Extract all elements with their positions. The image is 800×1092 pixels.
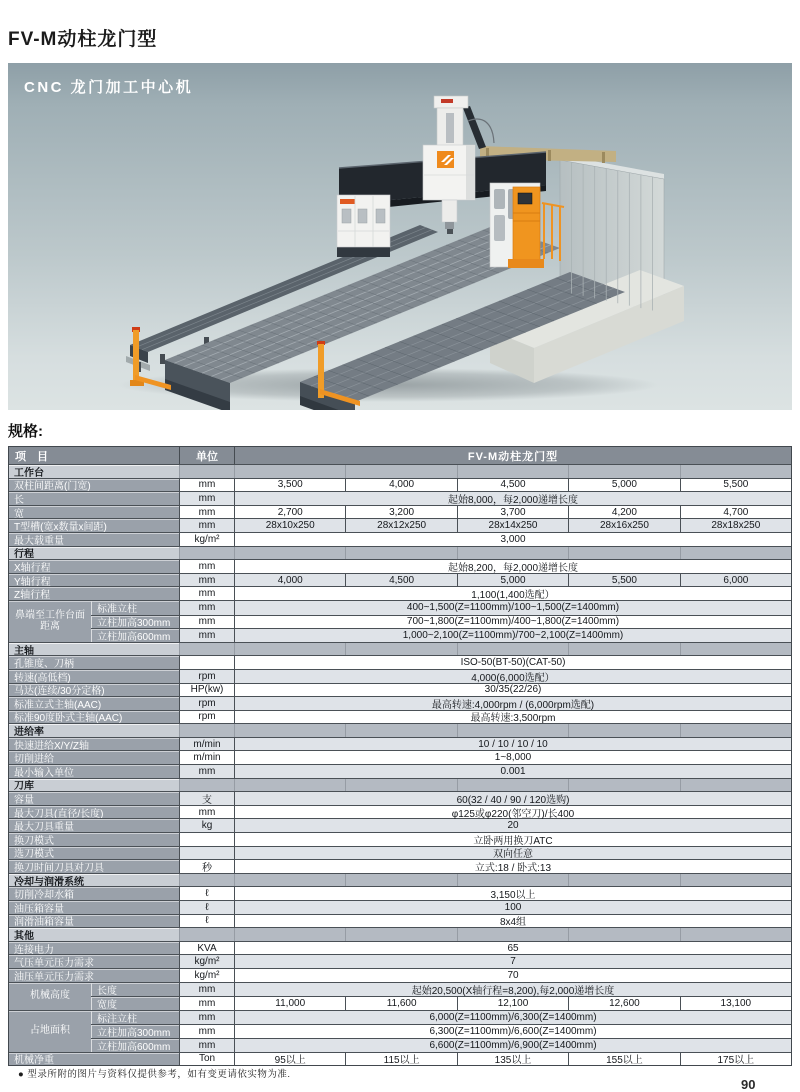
unit-cell: Ton [179, 1053, 235, 1066]
value-cell: 12,100 [457, 997, 568, 1010]
section-label: 其他 [9, 928, 179, 941]
table-row [9, 505, 791, 519]
value-cell: 95以上 [235, 1053, 345, 1066]
unit-cell: mm [179, 1039, 235, 1052]
item-label: 长度 [91, 983, 179, 997]
table-row [9, 683, 791, 697]
item-label: 孔锥度、刀柄 [9, 656, 179, 669]
value-cell: 3,150以上 [235, 887, 791, 900]
item-label: X轴行程 [9, 560, 179, 573]
value-cell: 5,000 [568, 479, 679, 492]
value-cell: 175以上 [680, 1053, 791, 1066]
spec-table [8, 446, 792, 1066]
value-cell: ISO-50(BT-50)(CAT-50) [235, 656, 791, 669]
value-cell: 10 / 10 / 10 / 10 [235, 738, 791, 751]
value-cell: 28x18x250 [680, 519, 791, 532]
value-cell: 7 [235, 955, 791, 968]
value-cell [457, 874, 568, 887]
unit-cell: rpm [179, 697, 235, 710]
table-row [91, 983, 791, 997]
value-cell: 4,000 [345, 479, 456, 492]
table-row-group [9, 600, 791, 642]
value-cell: 1,100(1,400选配） [235, 587, 791, 600]
table-row [9, 764, 791, 778]
unit-cell: mm [179, 574, 235, 587]
unit-cell [179, 874, 235, 887]
value-cell: 最高转速:4,000rpm / (6,000rpm选配) [235, 697, 791, 710]
group-rows [91, 601, 791, 642]
value-cell: 6,300(Z=1100mm)/6,600(Z=1400mm) [235, 1025, 791, 1038]
item-label: 双柱间距离(门宽) [9, 479, 179, 492]
value-cell [345, 643, 456, 656]
value-cell [457, 465, 568, 478]
value-cell [457, 643, 568, 656]
table-row [9, 696, 791, 710]
value-cell: 起始8,200，每2,000递增长度 [235, 560, 791, 573]
table-body [9, 464, 791, 1065]
group-rows [91, 1011, 791, 1052]
value-cell: 6,000 [680, 574, 791, 587]
unit-cell [179, 724, 235, 737]
unit-cell: mm [179, 806, 235, 819]
footnote: ● 型录所附的图片与资料仅提供参考，如有变更请依实物为准. [18, 1069, 291, 1080]
unit-cell: rpm [179, 711, 235, 724]
value-cell: 5,000 [457, 574, 568, 587]
item-label: 宽度 [91, 997, 179, 1010]
unit-cell: mm [179, 1025, 235, 1038]
item-label: 选刀模式 [9, 847, 179, 860]
item-label: 润滑油箱容量 [9, 915, 179, 928]
value-cell: 3,000 [235, 533, 791, 546]
value-cell: 11,000 [235, 997, 345, 1010]
value-cell: 1,000~2,100(Z=1100mm)/700~2,100(Z=1400mm) [235, 629, 791, 642]
unit-cell [179, 847, 235, 860]
value-cell [680, 874, 791, 887]
unit-cell [179, 779, 235, 792]
item-label: 气压单元压力需求 [9, 955, 179, 968]
section-row [9, 642, 791, 656]
value-cell: 2,700 [235, 506, 345, 519]
value-cell: 双向任意 [235, 847, 791, 860]
spindle-tower [434, 96, 494, 149]
unit-cell [179, 833, 235, 846]
item-label: 连接电力 [9, 942, 179, 955]
item-label: 标准立式主轴(AAC) [9, 697, 179, 710]
section-row [9, 723, 791, 737]
table-row [9, 805, 791, 819]
section-row [9, 778, 791, 792]
value-cell [235, 465, 345, 478]
value-cell [345, 928, 456, 941]
item-label: 最大刀具重量 [9, 819, 179, 832]
value-cell: 5,500 [568, 574, 679, 587]
value-cell: 0.001 [235, 765, 791, 778]
item-label: 最大刀具(直径/长度) [9, 806, 179, 819]
section-label: 主轴 [9, 643, 179, 656]
value-cell [457, 724, 568, 737]
table-row [9, 710, 791, 724]
table-header-unit: 单位 [179, 447, 235, 464]
table-row [91, 1011, 791, 1025]
table-row [9, 791, 791, 805]
group-label: 鼻端至工作台面距离 [9, 601, 91, 642]
value-cell: 最高转速:3,500rpm [235, 711, 791, 724]
value-cell: 70 [235, 969, 791, 982]
table-row [91, 1024, 791, 1038]
value-cell [345, 724, 456, 737]
table-row [9, 818, 791, 832]
item-label: 马达(连续/30分定格) [9, 684, 179, 697]
unit-cell: kg/m² [179, 533, 235, 546]
value-cell: 8x4组 [235, 915, 791, 928]
value-cell: 30/35(22/26) [235, 684, 791, 697]
value-cell [568, 465, 679, 478]
hero-caption: CNC 龙门加工中心机 [24, 79, 194, 96]
spindle-head [423, 145, 475, 234]
value-cell: 4,200 [568, 506, 679, 519]
item-label: 机械净重 [9, 1053, 179, 1066]
unit-cell: 支 [179, 792, 235, 805]
table-header-item: 项 目 [15, 450, 53, 463]
unit-cell: ℓ [179, 915, 235, 928]
unit-cell: mm [179, 983, 235, 997]
value-cell: 4,000 [235, 574, 345, 587]
unit-cell: mm [179, 479, 235, 492]
value-cell: 155以上 [568, 1053, 679, 1066]
value-cell [457, 779, 568, 792]
unit-cell: kg/m² [179, 955, 235, 968]
table-row [9, 478, 791, 492]
value-cell: 135以上 [457, 1053, 568, 1066]
table-row [91, 1038, 791, 1052]
table-row [9, 914, 791, 928]
value-cell: 12,600 [568, 997, 679, 1010]
unit-cell: mm [179, 519, 235, 532]
value-cell: 6,600(Z=1100mm)/6,900(Z=1400mm) [235, 1039, 791, 1052]
value-cell [235, 874, 345, 887]
value-cell: 4,500 [457, 479, 568, 492]
operator-station [490, 183, 564, 268]
unit-cell: mm [179, 560, 235, 573]
table-row [9, 491, 791, 505]
page-title: FV-M动柱龙门型 [8, 29, 158, 50]
value-cell: 5,500 [680, 479, 791, 492]
value-cell: 起始20,500(X轴行程=8,200),每2,000递增长度 [235, 983, 791, 997]
item-label: 最大载重量 [9, 533, 179, 546]
table-row [9, 737, 791, 751]
section-row [9, 464, 791, 478]
value-cell: 65 [235, 942, 791, 955]
table-row [9, 559, 791, 573]
item-label: T型槽(宽x数量x间距) [9, 519, 179, 532]
value-cell [680, 779, 791, 792]
value-cell: 700~1,800(Z=1100mm)/400~1,800(Z=1400mm) [235, 616, 791, 629]
unit-cell: KVA [179, 942, 235, 955]
table-row [91, 996, 791, 1010]
table-row [9, 518, 791, 532]
item-label: Y轴行程 [9, 574, 179, 587]
section-label: 工作台 [9, 465, 179, 478]
item-label: 油压箱容量 [9, 901, 179, 914]
value-cell [235, 643, 345, 656]
value-cell [345, 874, 456, 887]
unit-cell: kg [179, 819, 235, 832]
value-cell: 28x10x250 [235, 519, 345, 532]
table-row [91, 601, 791, 615]
unit-cell: ℓ [179, 887, 235, 900]
value-cell: 起始8,000，每2,000递增长度 [235, 492, 791, 505]
unit-cell: m/min [179, 738, 235, 751]
value-cell [345, 465, 456, 478]
machine-photo [8, 63, 792, 410]
item-label: 标注立柱 [91, 1011, 179, 1025]
table-row-group [9, 982, 791, 1010]
item-label: 最小输入单位 [9, 765, 179, 778]
item-label: 立柱加高600mm [91, 629, 179, 642]
value-cell [568, 874, 679, 887]
value-cell: 4,700 [680, 506, 791, 519]
value-cell: 13,100 [680, 997, 791, 1010]
section-row [9, 927, 791, 941]
unit-cell [179, 928, 235, 941]
value-cell: 3,200 [345, 506, 456, 519]
value-cell: 400~1,500(Z=1100mm)/100~1,500(Z=1400mm) [235, 601, 791, 615]
item-label: 换刀时间刀具对刀具 [9, 860, 179, 873]
table-row [9, 669, 791, 683]
value-cell [457, 547, 568, 560]
unit-cell: rpm [179, 670, 235, 683]
value-cell [345, 547, 456, 560]
unit-cell [179, 465, 235, 478]
value-cell [680, 724, 791, 737]
value-cell: 115以上 [345, 1053, 456, 1066]
group-rows [91, 983, 791, 1010]
unit-cell [179, 547, 235, 560]
value-cell: 11,600 [345, 997, 456, 1010]
item-label: 立柱加高600mm [91, 1039, 179, 1052]
table-row [9, 832, 791, 846]
value-cell [568, 779, 679, 792]
section-label: 刀库 [9, 779, 179, 792]
hero-panel [8, 63, 792, 410]
table-row [9, 941, 791, 955]
value-cell [235, 547, 345, 560]
table-row [9, 573, 791, 587]
item-label: 快速进给X/Y/Z轴 [9, 738, 179, 751]
unit-cell: HP(kw) [179, 684, 235, 697]
section-label: 进给率 [9, 724, 179, 737]
table-row-group [9, 1010, 791, 1052]
value-cell: 4,000(6,000选配） [235, 670, 791, 683]
table-row [91, 615, 791, 629]
value-cell: 3,700 [457, 506, 568, 519]
table-row [9, 1052, 791, 1066]
value-cell: 60(32 / 40 / 90 / 120选购) [235, 792, 791, 805]
value-cell [568, 547, 679, 560]
item-label: 长 [9, 492, 179, 505]
item-label: 油压单元压力需求 [9, 969, 179, 982]
group-label: 机械高度 [9, 983, 91, 1010]
item-label: 容量 [9, 792, 179, 805]
table-row [9, 586, 791, 600]
unit-cell: mm [179, 997, 235, 1010]
value-cell [235, 779, 345, 792]
unit-cell: 秒 [179, 860, 235, 873]
table-row [9, 750, 791, 764]
unit-cell: mm [179, 1011, 235, 1025]
value-cell [235, 928, 345, 941]
value-cell: 28x16x250 [568, 519, 679, 532]
unit-cell: mm [179, 492, 235, 505]
unit-cell: mm [179, 616, 235, 629]
value-cell [568, 724, 679, 737]
value-cell [457, 928, 568, 941]
table-header-row [9, 447, 791, 464]
value-cell: 20 [235, 819, 791, 832]
value-cell [568, 643, 679, 656]
item-label: 标准90度卧式主轴(AAC) [9, 711, 179, 724]
value-cell: 立卧两用换刀ATC [235, 833, 791, 846]
value-cell: 3,500 [235, 479, 345, 492]
value-cell [345, 779, 456, 792]
item-label: 标准立柱 [91, 601, 179, 615]
unit-cell [179, 656, 235, 669]
unit-cell: mm [179, 506, 235, 519]
unit-cell [179, 643, 235, 656]
item-label: 宽 [9, 506, 179, 519]
table-row [91, 628, 791, 642]
unit-cell: mm [179, 765, 235, 778]
item-label: Z轴行程 [9, 587, 179, 600]
unit-cell: m/min [179, 751, 235, 764]
section-label: 行程 [9, 547, 179, 560]
value-cell: 100 [235, 901, 791, 914]
table-row [9, 886, 791, 900]
value-cell: 立式:18 / 卧式:13 [235, 860, 791, 873]
value-cell [680, 928, 791, 941]
spec-section-label: 规格: [8, 423, 43, 440]
section-label: 冷却与润滑系统 [9, 874, 179, 887]
unit-cell: mm [179, 629, 235, 642]
table-row [9, 968, 791, 982]
value-cell: 4,500 [345, 574, 456, 587]
table-header-model: FV-M动柱龙门型 [467, 450, 559, 463]
unit-cell: kg/m² [179, 969, 235, 982]
table-row [9, 859, 791, 873]
item-label: 转速(高低档) [9, 670, 179, 683]
page-number: 90 [741, 1077, 756, 1092]
value-cell: 6,000(Z=1100mm)/6,300(Z=1400mm) [235, 1011, 791, 1025]
left-column [337, 195, 390, 257]
item-label: 立柱加高300mm [91, 1025, 179, 1038]
value-cell [680, 547, 791, 560]
table-row [9, 954, 791, 968]
value-cell: φ125或φ220(邻空刀)/长400 [235, 806, 791, 819]
table-row [9, 846, 791, 860]
table-row [9, 900, 791, 914]
value-cell [568, 928, 679, 941]
brand-mark-icon [340, 199, 355, 204]
item-label: 立柱加高300mm [91, 616, 179, 629]
value-cell: 1~8,000 [235, 751, 791, 764]
control-screen [518, 193, 532, 204]
value-cell: 28x12x250 [345, 519, 456, 532]
value-cell [680, 643, 791, 656]
section-row [9, 546, 791, 560]
value-cell: 28x14x250 [457, 519, 568, 532]
item-label: 切削冷却水箱 [9, 887, 179, 900]
unit-cell: mm [179, 587, 235, 600]
unit-cell: ℓ [179, 901, 235, 914]
unit-cell: mm [179, 601, 235, 615]
value-cell [235, 724, 345, 737]
item-label: 切削进给 [9, 751, 179, 764]
tower-logo-icon [441, 99, 453, 103]
section-row [9, 873, 791, 887]
item-label: 换刀模式 [9, 833, 179, 846]
value-cell [680, 465, 791, 478]
table-row [9, 655, 791, 669]
table-row [9, 532, 791, 546]
group-label: 占地面积 [9, 1011, 91, 1052]
